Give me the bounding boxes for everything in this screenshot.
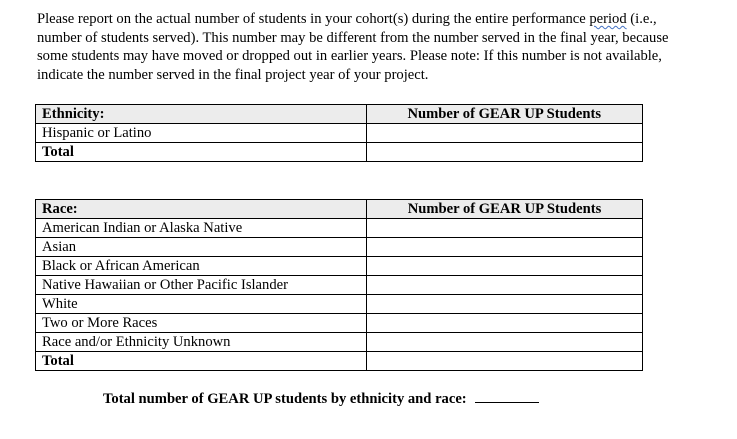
ethnicity-count-cell[interactable] (366, 124, 642, 143)
table-header-row (36, 105, 643, 124)
table-row (36, 295, 643, 314)
race-count-cell[interactable] (367, 333, 643, 352)
summary-answer-blank[interactable] (475, 390, 539, 403)
race-table (35, 199, 643, 371)
table-row (36, 124, 643, 143)
table-row (36, 238, 643, 257)
instructions-paragraph (37, 10, 697, 84)
table-row (36, 257, 643, 276)
race-count-cell[interactable] (367, 257, 643, 276)
instructions-text-end: (i.e., number of students served). This number may be different from the number served in the final year, because some students may have moved or dropped out in earlier years. Please note: If this number is not available, indicate the number served in the final project year of your project. (37, 11, 669, 83)
summary-line (103, 390, 539, 408)
race-total-label: Total (36, 352, 367, 371)
race-count-cell[interactable] (367, 276, 643, 295)
race-header-count: Number of GEAR UP Students (367, 200, 643, 219)
race-row-label: Two or More Races (36, 314, 367, 333)
race-row-label: American Indian or Alaska Native (36, 219, 367, 238)
race-row-label: Black or African American (36, 257, 367, 276)
table-row (36, 314, 643, 333)
instructions-text-start: Please report on the actual number of students in your cohort(s) during the entire performance (37, 11, 590, 27)
ethnicity-row-label: Hispanic or Latino (36, 124, 367, 143)
ethnicity-table (35, 104, 643, 162)
table-total-row (36, 143, 643, 162)
table-total-row (36, 352, 643, 371)
race-row-label: White (36, 295, 367, 314)
ethnicity-total-label: Total (36, 143, 367, 162)
race-count-cell[interactable] (367, 295, 643, 314)
table-row (36, 333, 643, 352)
ethnicity-header-label: Ethnicity: (36, 105, 367, 124)
race-count-cell[interactable] (367, 238, 643, 257)
ethnicity-header-count: Number of GEAR UP Students (366, 105, 642, 124)
race-count-cell[interactable] (367, 219, 643, 238)
race-row-label: Asian (36, 238, 367, 257)
ethnicity-total-cell[interactable] (366, 143, 642, 162)
race-header-label: Race: (36, 200, 367, 219)
table-row (36, 219, 643, 238)
table-row (36, 276, 643, 295)
race-row-label: Native Hawaiian or Other Pacific Islander (36, 276, 367, 295)
spellcheck-flagged-word: period (589, 11, 627, 27)
race-row-label: Race and/or Ethnicity Unknown (36, 333, 367, 352)
table-header-row (36, 200, 643, 219)
race-total-cell[interactable] (367, 352, 643, 371)
race-count-cell[interactable] (367, 314, 643, 333)
summary-label: Total number of GEAR UP students by ethnicity and race: (103, 391, 467, 407)
